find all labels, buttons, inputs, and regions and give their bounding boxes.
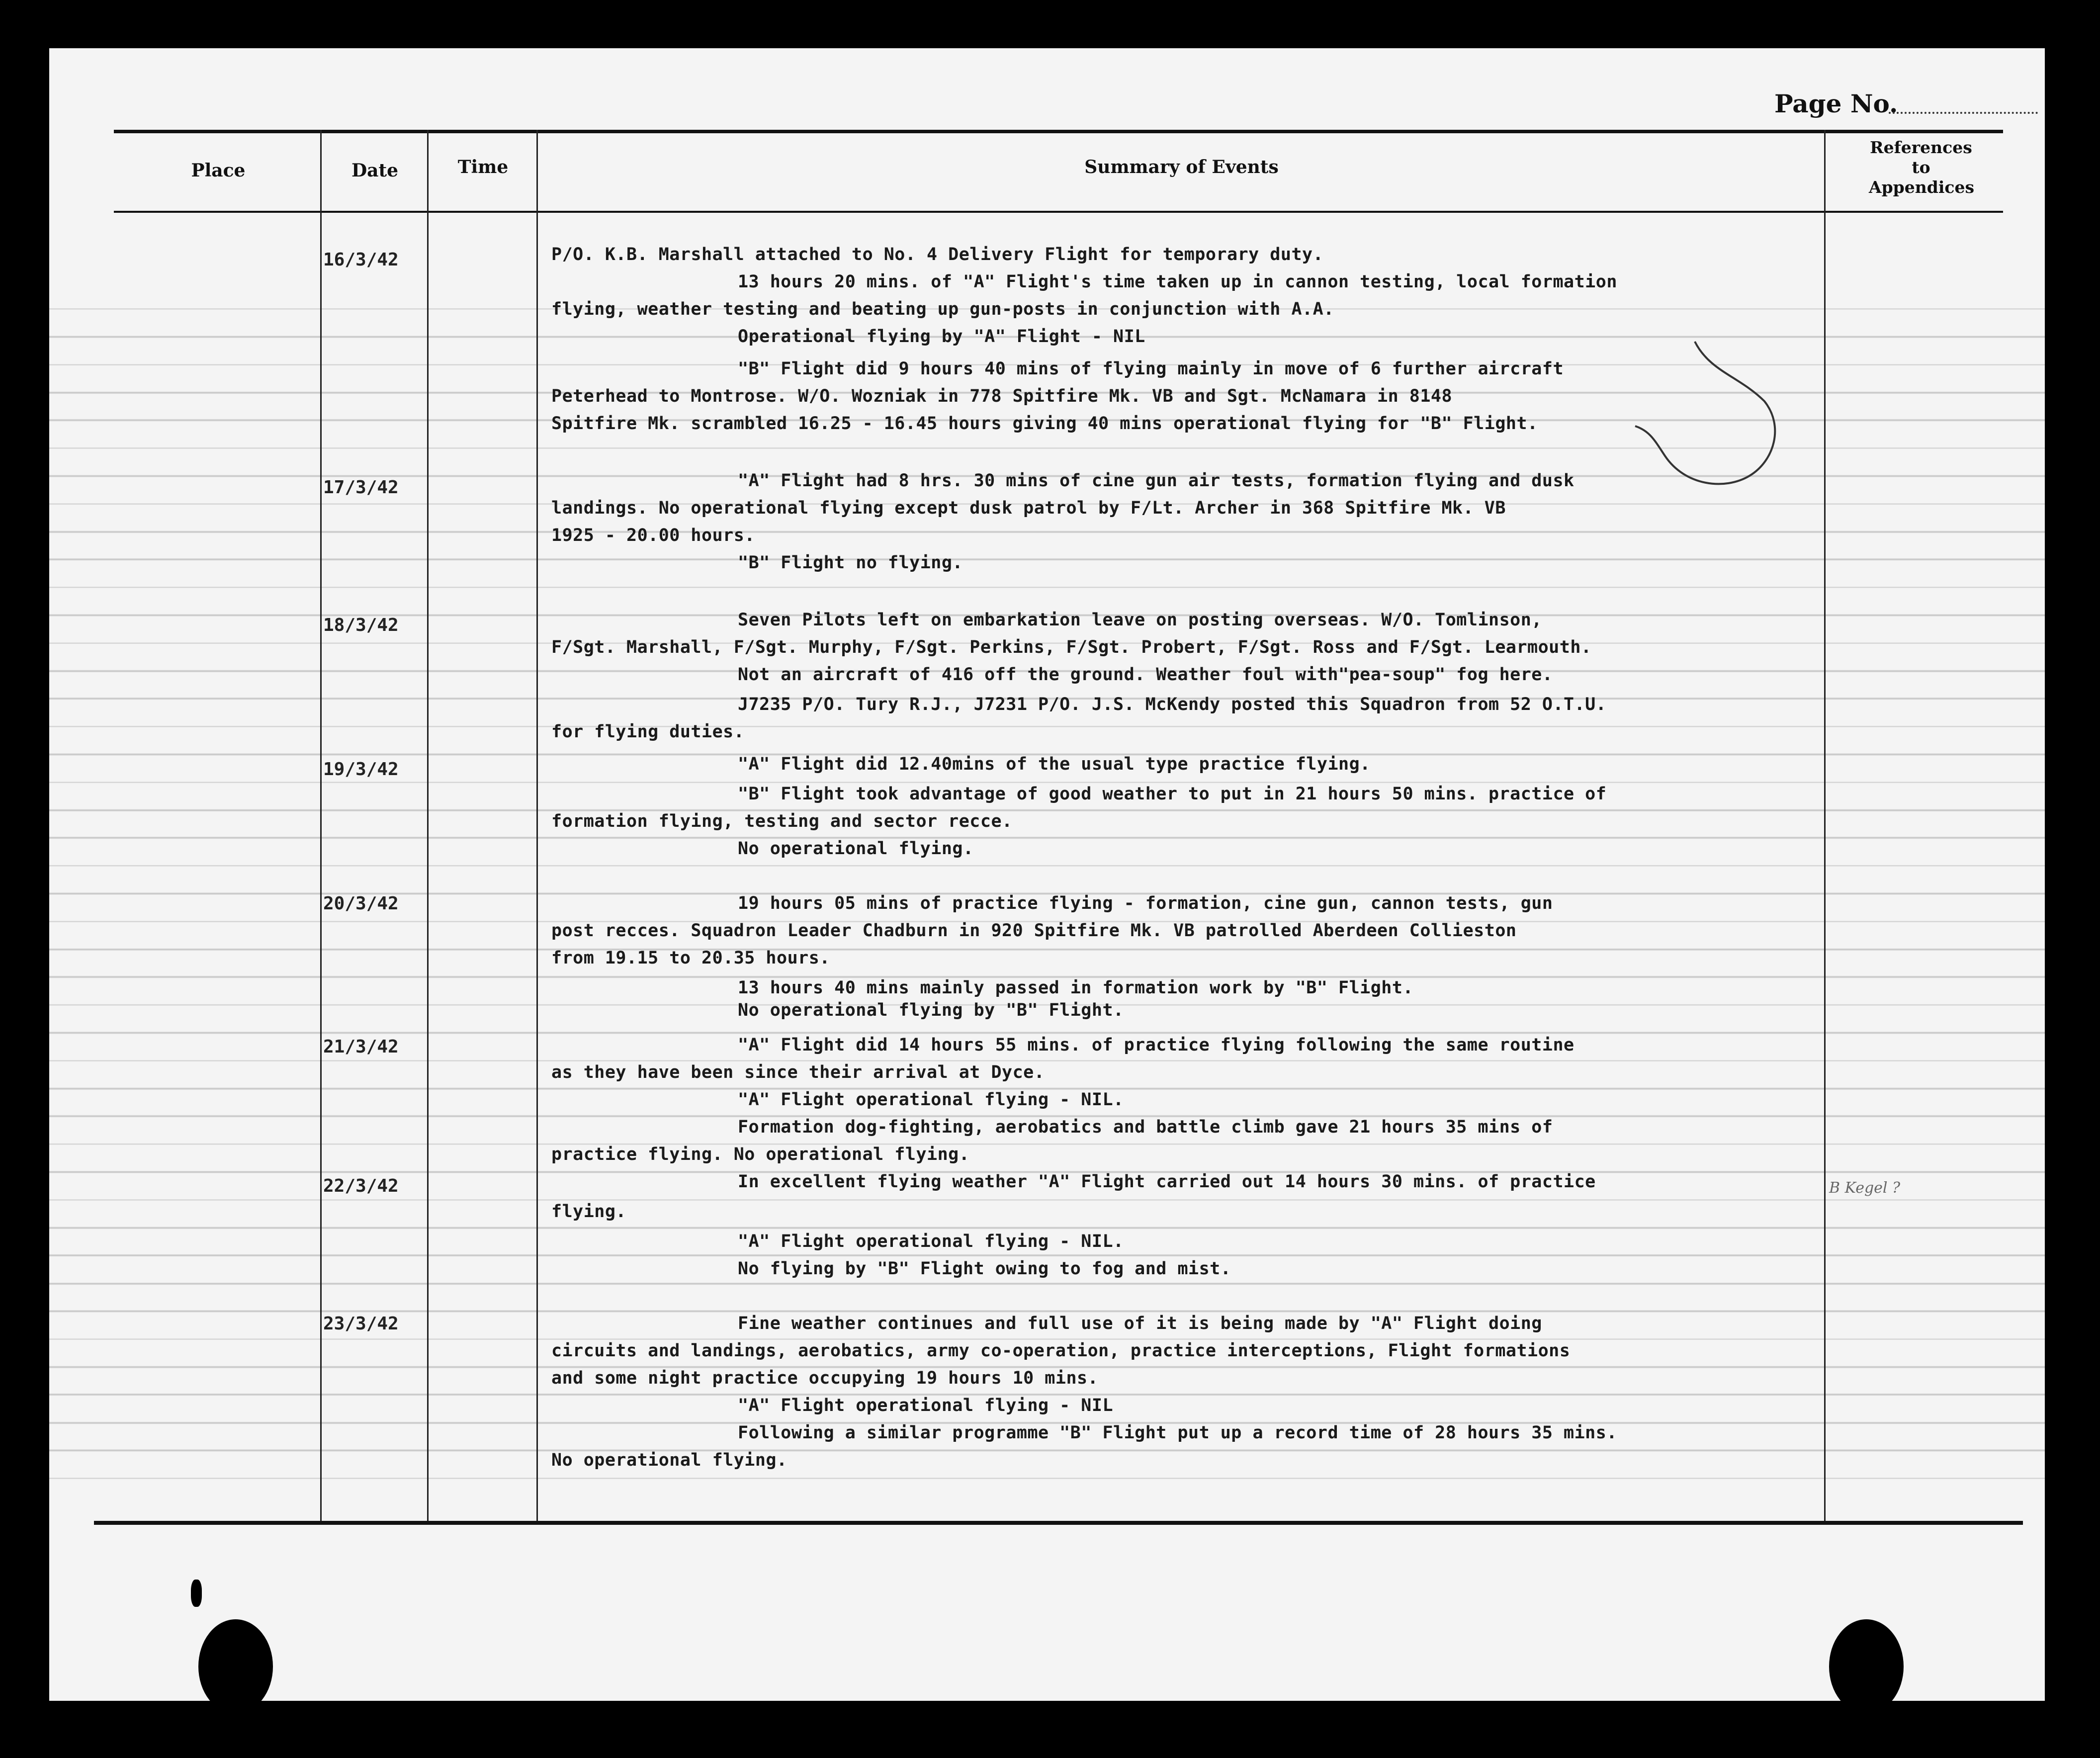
form-sheet [49, 48, 2045, 1701]
summary-line: Fine weather continues and full use of it is being made by "A" Flight doing [738, 1314, 1542, 1333]
summary-line: No flying by "B" Flight owing to fog and mist. [738, 1259, 1231, 1279]
summary-line: "A" Flight operational flying - NIL [738, 1396, 1114, 1415]
summary-line: for flying duties. [551, 722, 745, 742]
summary-line: In excellent flying weather "A" Flight carried out 14 hours 30 mins. of practice [738, 1172, 1596, 1192]
entry-date: 19/3/42 [323, 759, 399, 780]
binder-hole-left [198, 1619, 273, 1714]
summary-line: Spitfire Mk. scrambled 16.25 - 16.45 hours giving 40 mins operational flying for "B" Flight. [551, 414, 1538, 434]
summary-line: circuits and landings, aerobatics, army co-operation, practice interceptions, Flight formations [551, 1341, 1571, 1361]
summary-line: Peterhead to Montrose. W/O. Wozniak in 778 Spitfire Mk. VB and Sgt. McNamara in 8148 [551, 386, 1453, 406]
summary-line: formation flying, testing and sector recce. [551, 811, 1013, 831]
summary-line: Operational flying by "A" Flight - NIL [738, 327, 1145, 347]
summary-line: post recces. Squadron Leader Chadburn in 920 Spitfire Mk. VB patrolled Aberdeen Collieston [551, 921, 1517, 941]
column-header-time: Time [457, 157, 509, 177]
footer-rule [94, 1521, 2023, 1525]
summary-line: and some night practice occupying 19 hours 10 mins. [551, 1368, 1099, 1388]
entry-date: 23/3/42 [323, 1314, 399, 1334]
summary-line: flying, weather testing and beating up gun-posts in conjunction with A.A. [551, 299, 1334, 319]
entry-date: 18/3/42 [323, 615, 399, 635]
summary-line: Seven Pilots left on embarkation leave on posting overseas. W/O. Tomlinson, [738, 610, 1542, 630]
summary-line: No operational flying by "B" Flight. [738, 1000, 1124, 1020]
entry-date: 17/3/42 [323, 477, 399, 498]
summary-line: 13 hours 40 mins mainly passed in formation work by "B" Flight. [738, 978, 1414, 998]
pen-loop-annotation [1625, 327, 1789, 535]
summary-line: "A" Flight operational flying - NIL. [738, 1231, 1124, 1251]
summary-line: 19 hours 05 mins of practice flying - formation, cine gun, cannon tests, gun [738, 893, 1553, 913]
column-header-date: Date [351, 160, 399, 181]
summary-line: Following a similar programme "B" Flight put up a record time of 28 hours 35 mins. [738, 1423, 1617, 1443]
divider-time-summary [536, 130, 538, 1522]
divider-summary-references [1824, 130, 1826, 1522]
summary-line: landings. No operational flying except dusk patrol by F/Lt. Archer in 368 Spitfire Mk. VB [551, 498, 1506, 518]
entry-date: 21/3/42 [323, 1037, 399, 1057]
summary-line: Formation dog-fighting, aerobatics and battle climb gave 21 hours 35 mins of [738, 1117, 1553, 1137]
summary-line: as they have been since their arrival at Dyce. [551, 1062, 1045, 1082]
summary-line: Not an aircraft of 416 off the ground. Weather foul with"pea-soup" fog here. [738, 665, 1553, 685]
entry-date: 20/3/42 [323, 893, 399, 914]
summary-line: "A" Flight operational flying - NIL. [738, 1090, 1124, 1110]
header-top-rule [114, 130, 2003, 133]
summary-line: flying. [551, 1202, 627, 1222]
column-header-place: Place [191, 160, 246, 181]
summary-line: "A" Flight did 14 hours 55 mins. of practice flying following the same routine [738, 1035, 1575, 1055]
summary-line: "B" Flight took advantage of good weather to put in 21 hours 50 mins. practice of [738, 784, 1607, 804]
entry-date: 22/3/42 [323, 1176, 399, 1196]
binder-hole-right [1829, 1619, 1904, 1714]
entry-date: 16/3/42 [323, 250, 399, 270]
page-number-label: Page No. [1774, 89, 1898, 118]
summary-line: "B" Flight did 9 hours 40 mins of flying mainly in move of 6 further aircraft [738, 359, 1564, 379]
summary-line: "A" Flight did 12.40mins of the usual type practice flying. [738, 754, 1371, 774]
summary-line: "B" Flight no flying. [738, 553, 963, 573]
margin-handwritten-note: B Kegel ? [1829, 1179, 1901, 1197]
page-number-field [1889, 112, 2038, 114]
ink-mark [191, 1580, 202, 1607]
divider-date-time [427, 130, 429, 1522]
summary-line: F/Sgt. Marshall, F/Sgt. Murphy, F/Sgt. Perkins, F/Sgt. Probert, F/Sgt. Ross and F/Sgt. Learmouth. [551, 637, 1592, 657]
summary-line: from 19.15 to 20.35 hours. [551, 948, 830, 968]
summary-line: "A" Flight had 8 hrs. 30 mins of cine gun air tests, formation flying and dusk [738, 471, 1575, 491]
divider-place-date [320, 130, 322, 1522]
summary-line: No operational flying. [738, 839, 974, 859]
summary-line: practice flying. No operational flying. [551, 1144, 970, 1164]
header-bottom-rule [114, 211, 2003, 213]
summary-line: P/O. K.B. Marshall attached to No. 4 Delivery Flight for temporary duty. [551, 245, 1324, 264]
column-header-summary: Summary of Events [1084, 157, 1279, 177]
summary-line: No operational flying. [551, 1450, 788, 1470]
summary-line: 13 hours 20 mins. of "A" Flight's time taken up in cannon testing, local formation [738, 272, 1617, 292]
summary-line: J7235 P/O. Tury R.J., J7231 P/O. J.S. McKendy posted this Squadron from 52 O.T.U. [738, 695, 1607, 714]
summary-line: 1925 - 20.00 hours. [551, 526, 755, 545]
column-header-references: References to Appendices [1869, 138, 1975, 197]
